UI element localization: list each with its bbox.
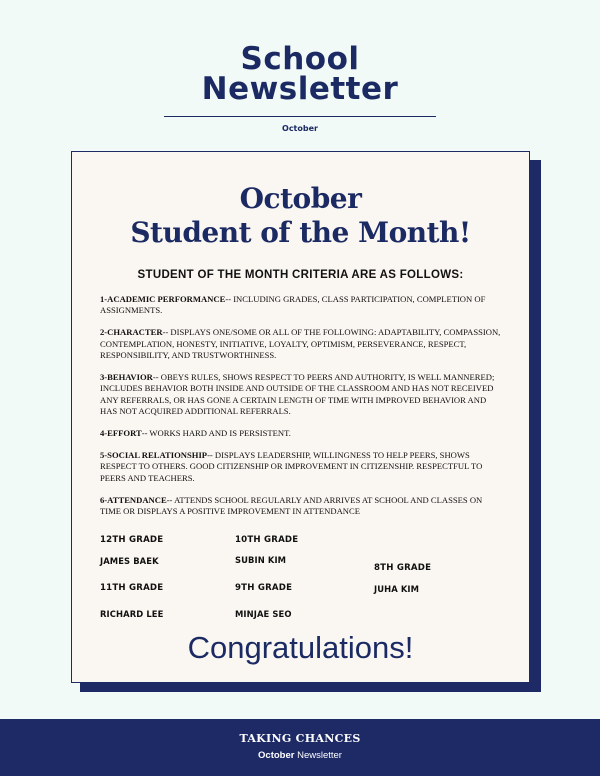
footer-month: October bbox=[258, 750, 295, 761]
grade-8-label: 8TH GRADE bbox=[374, 563, 432, 573]
criteria-list bbox=[100, 294, 505, 528]
grade-10-student: SUBIN KIM bbox=[235, 555, 287, 565]
grade-11-label: 11TH GRADE bbox=[100, 583, 164, 593]
masthead-line-1: School bbox=[240, 41, 360, 77]
criterion-text: -- DISPLAYS ONE/SOME OR ALL OF THE FOLLOWING: ADAPTABILITY, COMPASSION, CONTEMPLATION, HONESTY, INITIATIVE, LOYALTY, OPTIMISM, PERSEVERANCE, RESPECT, RESPONSIBILITY, AND TRUSTWORTHINESS. bbox=[100, 327, 501, 361]
criterion-item bbox=[100, 372, 505, 418]
criterion-item bbox=[100, 327, 505, 361]
grade-11-student: RICHARD LEE bbox=[100, 609, 164, 619]
footer-banner bbox=[0, 719, 600, 776]
grade-10-label: 10TH GRADE bbox=[235, 535, 299, 545]
footer-label: Newsletter bbox=[297, 750, 342, 761]
card-headline bbox=[72, 182, 529, 250]
footer-title: TAKING CHANCES bbox=[239, 732, 361, 745]
criterion-item bbox=[100, 450, 505, 484]
masthead-line-2: Newsletter bbox=[201, 71, 399, 107]
masthead-divider bbox=[164, 116, 436, 117]
criterion-item bbox=[100, 294, 505, 317]
criterion-title: 3-BEHAVIOR bbox=[100, 372, 153, 383]
criterion-title: 1-ACADEMIC PERFORMANCE bbox=[100, 294, 226, 304]
grade-9-student: MINJAE SEO bbox=[235, 609, 292, 619]
grade-12-student: JAMES BAEK bbox=[100, 556, 159, 566]
grade-8-student: JUHA KIM bbox=[374, 584, 420, 594]
masthead-month: October bbox=[282, 124, 318, 133]
headline-line-2: Student of the Month! bbox=[130, 216, 471, 249]
criterion-text: -- OBEYS RULES, SHOWS RESPECT TO PEERS AND AUTHORITY, IS WELL MANNERED; INCLUDES BEHAVIOR BOTH INSIDE AND OUTSIDE OF THE CLASSROOM AND HAS NOT RECEIVED ANY REFERRALS, OR HAS GONE A CERTAIN LENGTH OF TIME WITH IMPROVED BEHAVIOR AND HAS NOT ACQUIRED ADDITIONAL REFERRALS. bbox=[100, 372, 495, 417]
criterion-text: -- ATTENDS SCHOOL REGULARLY AND ARRIVES AT SCHOOL AND CLASSES ON TIME OR DISPLAYS A POSITIVE IMPROVEMENT IN ATTENDANCE bbox=[100, 494, 483, 517]
student-of-month-card bbox=[71, 151, 530, 683]
criterion-text: -- WORKS HARD AND IS PERSISTENT. bbox=[141, 428, 291, 439]
criterion-title: 4-EFFORT bbox=[100, 428, 142, 439]
headline-line-1: October bbox=[239, 182, 362, 215]
grade-9-label: 9TH GRADE bbox=[235, 583, 293, 593]
criteria-heading: STUDENT OF THE MONTH CRITERIA ARE AS FOLLOWS: bbox=[137, 269, 464, 281]
criterion-text: -- DISPLAYS LEADERSHIP, WILLINGNESS TO HELP PEERS, SHOWS RESPECT TO OTHERS. GOOD CITIZENSHIP OR IMPROVEMENT IN CITIZENSHIP. RESPECTFUL TO PEERS AND TEACHERS. bbox=[100, 450, 483, 483]
congratulations-text: Congratulations! bbox=[187, 630, 414, 665]
criterion-title: 6-ATTENDANCE bbox=[100, 494, 167, 505]
grade-12-label: 12TH GRADE bbox=[100, 535, 164, 545]
criterion-text: -- INCLUDING GRADES, CLASS PARTICIPATION, COMPLETION OF ASSIGNMENTS. bbox=[100, 294, 486, 316]
footer-subtitle bbox=[0, 750, 600, 761]
criterion-title: 2-CHARACTER bbox=[100, 327, 163, 338]
criterion-item bbox=[100, 495, 505, 518]
masthead-title bbox=[0, 41, 600, 107]
criterion-title: 5-SOCIAL RELATIONSHIP bbox=[100, 450, 208, 461]
criterion-item bbox=[100, 428, 505, 439]
